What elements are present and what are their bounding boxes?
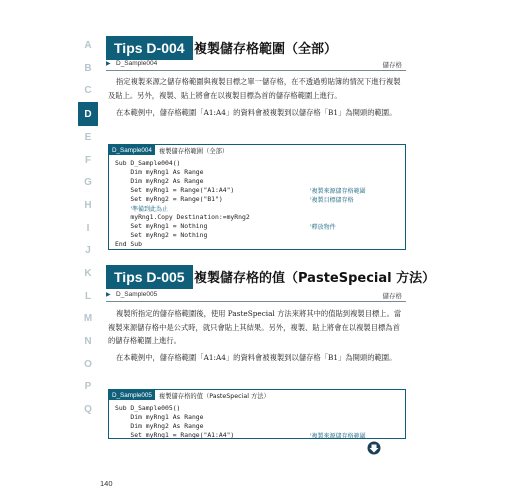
code-line	[115, 213, 400, 222]
code-line	[115, 231, 400, 240]
code-line	[115, 186, 400, 195]
paragraph: 複製所指定的儲存格範圍後，使用 PasteSpecial 方法來將其中的值貼到複製目標上。當複製來源儲存格中是公式時，就只會貼上其結果。另外，複製、貼上將會在以複製目標為首的儲存格範圍上進行。	[108, 309, 402, 345]
code-text: myRng1.Copy Destination:=myRng2	[115, 213, 250, 221]
paragraph: 在本範例中，儲存格範圍「A1:A4」的資料會被複製到以儲存格「B1」為開頭的範圍。	[116, 353, 397, 362]
code-listing	[108, 144, 406, 250]
code-line	[115, 422, 400, 431]
index-tab-p: P	[84, 381, 92, 393]
code-line	[115, 159, 400, 168]
code-caption-text: 複製儲存格的值（PasteSpecial 方法）	[158, 392, 270, 400]
code-line	[115, 195, 400, 204]
code-line	[115, 204, 400, 213]
code-comment: '複製來源儲存格範圍	[310, 433, 366, 440]
triangle-arrow-icon: ▶	[106, 291, 111, 298]
code-line	[115, 240, 400, 249]
code-lines	[115, 404, 400, 440]
index-tab-n: N	[84, 336, 92, 348]
index-tab-c: C	[84, 85, 92, 97]
code-text	[115, 205, 130, 213]
code-comment: '複製來源儲存格範圍	[310, 188, 366, 195]
index-tab-k: K	[84, 268, 92, 280]
code-line	[115, 177, 400, 186]
code-lines	[115, 159, 400, 249]
paragraph: 在本範例中，儲存格範圍「A1:A4」的資料會被複製到以儲存格「B1」為開頭的範圍。	[116, 108, 397, 117]
code-tag: D_Sample005	[109, 390, 155, 400]
code-text: Sub D_Sample005()	[115, 404, 181, 412]
index-tab-a: A	[84, 39, 92, 51]
code-text: Set myRng1 = Nothing	[115, 222, 208, 230]
code-listing	[108, 389, 406, 439]
code-line	[115, 222, 400, 231]
code-text: End Sub	[115, 240, 142, 248]
code-text: Dim myRng2 As Range	[115, 177, 204, 185]
tips-d005-header	[106, 265, 436, 293]
sample-file-bar	[106, 291, 406, 302]
sample-file-name: D_Sample004	[116, 60, 158, 67]
index-tab-b: B	[84, 62, 92, 74]
arrow-down-circle-icon	[367, 440, 381, 454]
index-tab-o: O	[84, 358, 92, 370]
code-caption	[109, 390, 270, 400]
index-tab-i: I	[86, 222, 90, 234]
code-caption	[109, 145, 228, 155]
sample-file-name: D_Sample005	[116, 291, 158, 298]
triangle-arrow-icon: ▶	[106, 60, 111, 67]
code-tag: D_Sample004	[109, 145, 155, 155]
code-text: Dim myRng2 As Range	[115, 422, 204, 430]
index-tab-j: J	[85, 245, 91, 257]
index-tab-h: H	[84, 199, 92, 211]
index-tab-l: L	[84, 290, 92, 302]
code-comment: '複製目標儲存格	[310, 197, 354, 204]
code-caption-text: 複製儲存格範圍（全部）	[158, 147, 229, 155]
code-note: '準備到此為止	[130, 206, 169, 213]
index-tab-d: D	[78, 102, 98, 126]
alphabet-index-tabs	[78, 34, 98, 421]
index-tab-m: M	[83, 313, 93, 325]
index-tab-g: G	[84, 177, 92, 189]
code-line	[115, 413, 400, 422]
page-number: 140	[100, 479, 113, 488]
code-text: Sub D_Sample004()	[115, 159, 181, 167]
code-text: Set myRng2 = Range("B1")	[115, 195, 223, 203]
code-text: Set myRng1 = Range("A1:A4")	[115, 431, 235, 439]
tips-badge: Tips D-005	[106, 265, 193, 289]
code-text: Set myRng2 = Nothing	[115, 231, 208, 239]
paragraph: 指定複製來源之儲存格範圍與複製目標之單一儲存格，在不透過剪貼簿的情況下進行複製及貼上。另外，複製、貼上將會在以複製目標為首的儲存格範圍上進行。	[108, 77, 401, 100]
code-line	[115, 168, 400, 177]
category-tag: 儲存格	[382, 61, 402, 69]
code-line	[115, 404, 400, 413]
tips-title: 複製儲存格的值（PasteSpecial 方法）	[194, 271, 436, 286]
code-text: Dim myRng1 As Range	[115, 413, 204, 421]
tips-title: 複製儲存格範圍（全部）	[194, 42, 338, 57]
sample-file-bar	[106, 60, 406, 71]
code-line	[115, 431, 400, 440]
code-comment: '釋放物件	[310, 224, 336, 231]
code-text: Dim myRng1 As Range	[115, 168, 204, 176]
code-text: Set myRng1 = Range("A1:A4")	[115, 186, 235, 194]
category-tag: 儲存格	[382, 292, 402, 300]
index-tab-f: F	[84, 154, 92, 166]
index-tab-e: E	[84, 131, 92, 143]
tips-badge: Tips D-004	[106, 36, 193, 60]
index-tab-q: Q	[84, 404, 92, 416]
